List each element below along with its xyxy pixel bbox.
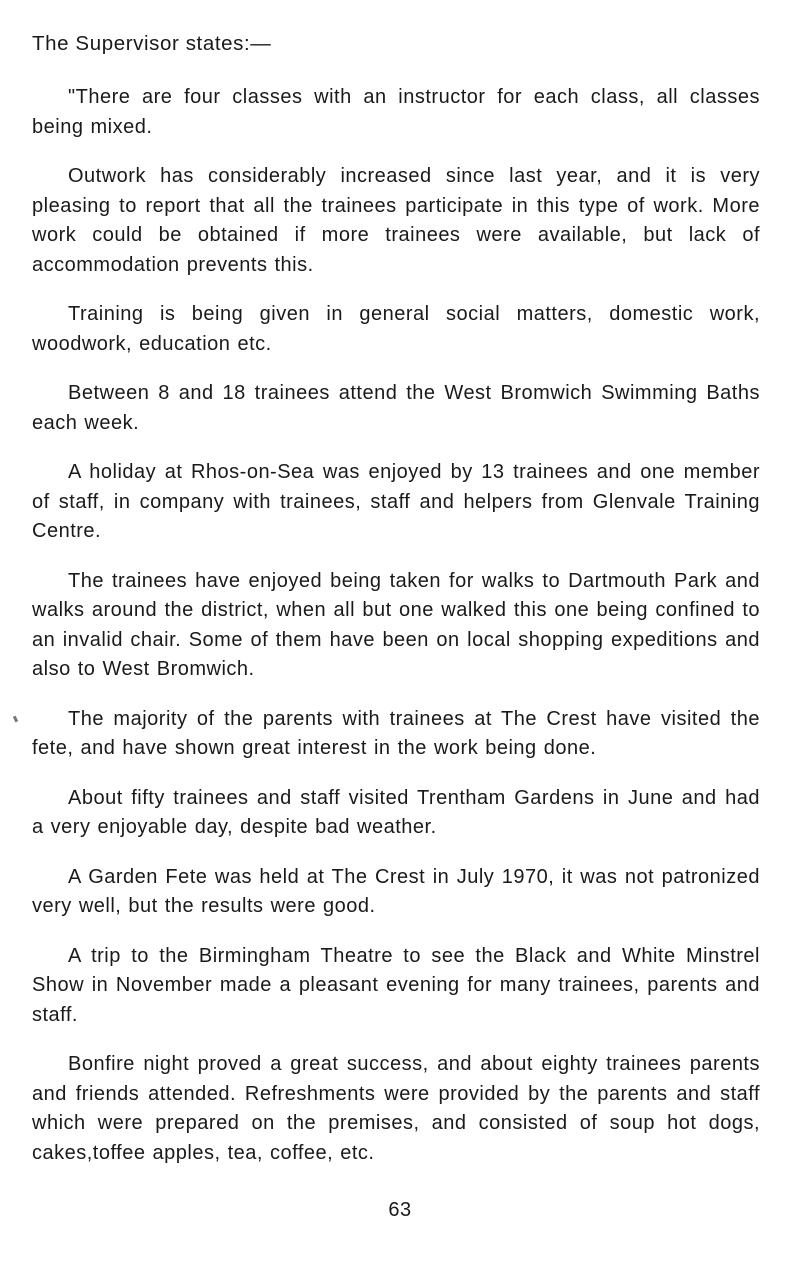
paragraph-garden-fete: A Garden Fete was held at The Crest in July 1970, it was not patronized very well, but the results were good. xyxy=(32,865,760,917)
paragraph-bonfire: Bonfire night proved a great success, and about eighty trainees parents and friends attended. Refreshments were provided by the parents and staff which were prepared on the premises, and consisted of soup hot dogs, cakes,toffee apples, tea, coffee, etc. xyxy=(32,1053,760,1164)
paragraph-walks: The trainees have enjoyed being taken for walks to Dartmouth Park and walks around the district, when all but one walked this one being confined to an invalid chair. Some of them have been on local shopping expeditions and also to West Bromwich. xyxy=(32,569,760,680)
paragraph-training: Training is being given in general social matters, domestic work, woodwork, education etc. xyxy=(32,303,760,355)
paragraph-holiday: A holiday at Rhos-on-Sea was enjoyed by 13 trainees and one member of staff, in company with trainees, staff and helpers from Glenvale Training Centre. xyxy=(32,461,760,542)
body-text xyxy=(32,83,760,1188)
paragraph-swimming: Between 8 and 18 trainees attend the West Bromwich Swimming Baths each week. xyxy=(32,382,760,434)
paragraph-classes: "There are four classes with an instructor for each class, all classes being mixed. xyxy=(32,86,760,138)
paragraph-theatre: A trip to the Birmingham Theatre to see the Black and White Minstrel Show in November made a pleasant evening for many trainees, parents and staff. xyxy=(32,944,760,1026)
paragraph-trentham: About fifty trainees and staff visited Trentham Gardens in June and had a very enjoyable day, despite bad weather. xyxy=(32,786,760,838)
page-number: 63 xyxy=(388,1199,412,1221)
page-heading: The Supervisor states:— xyxy=(32,32,272,55)
paragraph-outwork: Outwork has considerably increased since last year, and it is very pleasing to report that all the trainees participate in this type of work. More work could be obtained if more trainees were available, but lack of accommodation prevents this. xyxy=(32,165,760,276)
paragraph-parents: The majority of the parents with trainees at The Crest have visited the fete, and have shown great interest in the work being done. xyxy=(32,707,760,759)
scan-speck xyxy=(13,716,18,723)
